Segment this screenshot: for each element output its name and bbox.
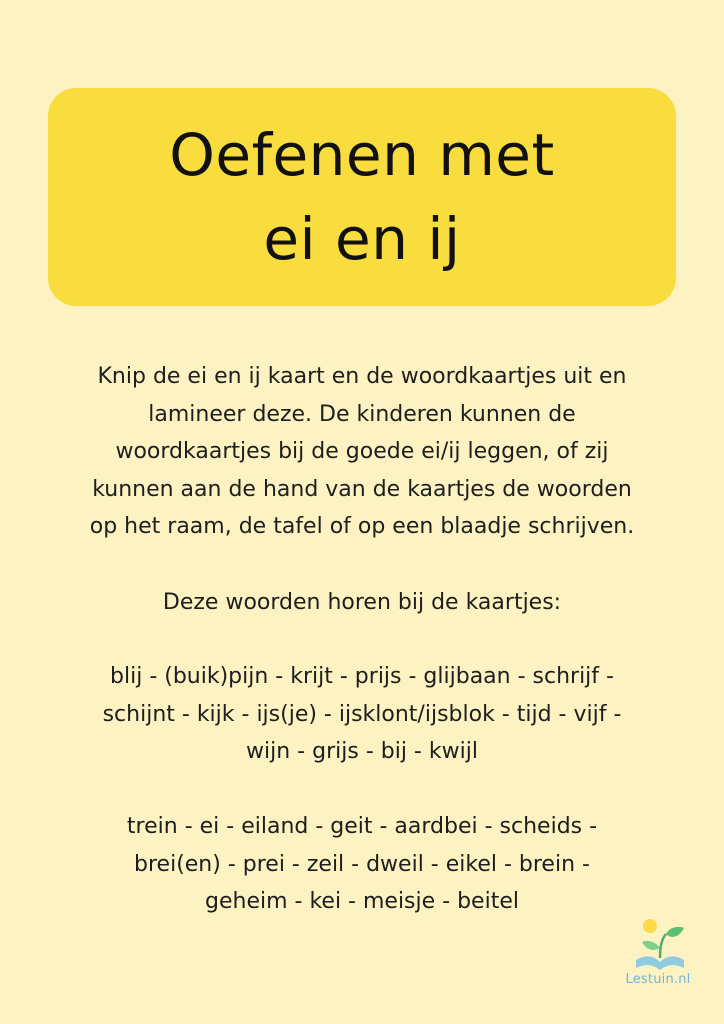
word-list-ij-line-3: wijn - grijs - bij - kwijl [246, 739, 478, 764]
word-list-ij-line-1: blij - (buik)pijn - krijt - prijs - glijbaan - schrijf - [110, 664, 614, 689]
intro-paragraph [40, 358, 684, 546]
title-line-1: Oefenen met [169, 121, 555, 189]
lestuin-logo [616, 918, 700, 998]
word-list-heading-text: Deze woorden horen bij de kaartjes: [162, 590, 562, 615]
title-line-2: ei en ij [263, 205, 461, 273]
intro-line-3: woordkaartjes bij de goede ei/ij leggen, of zij [115, 439, 609, 464]
word-list-ei-line-2: brei(en) - prei - zeil - dweil - eikel - brein - [134, 851, 590, 877]
word-list-ij-line-2: schijnt - kijk - ijs(je) - ijsklont/ijsblok - tijd - vijf - [102, 701, 622, 727]
intro-line-4: kunnen aan de hand van de kaartjes de woorden [92, 476, 632, 502]
word-list-heading [40, 584, 684, 622]
logo-text: Lestuin.nl [625, 972, 691, 987]
title-banner [48, 88, 676, 306]
page-title [169, 113, 555, 281]
intro-line-2: lamineer deze. De kinderen kunnen de [148, 401, 576, 427]
sprout-book-icon [630, 918, 686, 974]
word-list-ei-line-1: trein - ei - eiland - geit - aardbei - scheids - [126, 814, 598, 839]
intro-line-5: op het raam, de tafel of op een blaadje schrijven. [89, 514, 635, 539]
word-list-ei-line-3: geheim - kei - meisje - beitel [205, 889, 519, 914]
word-list-ei [40, 808, 684, 921]
word-list-ij [40, 658, 684, 771]
intro-line-1: Knip de ei en ij kaart en de woordkaartjes uit en [97, 364, 627, 389]
